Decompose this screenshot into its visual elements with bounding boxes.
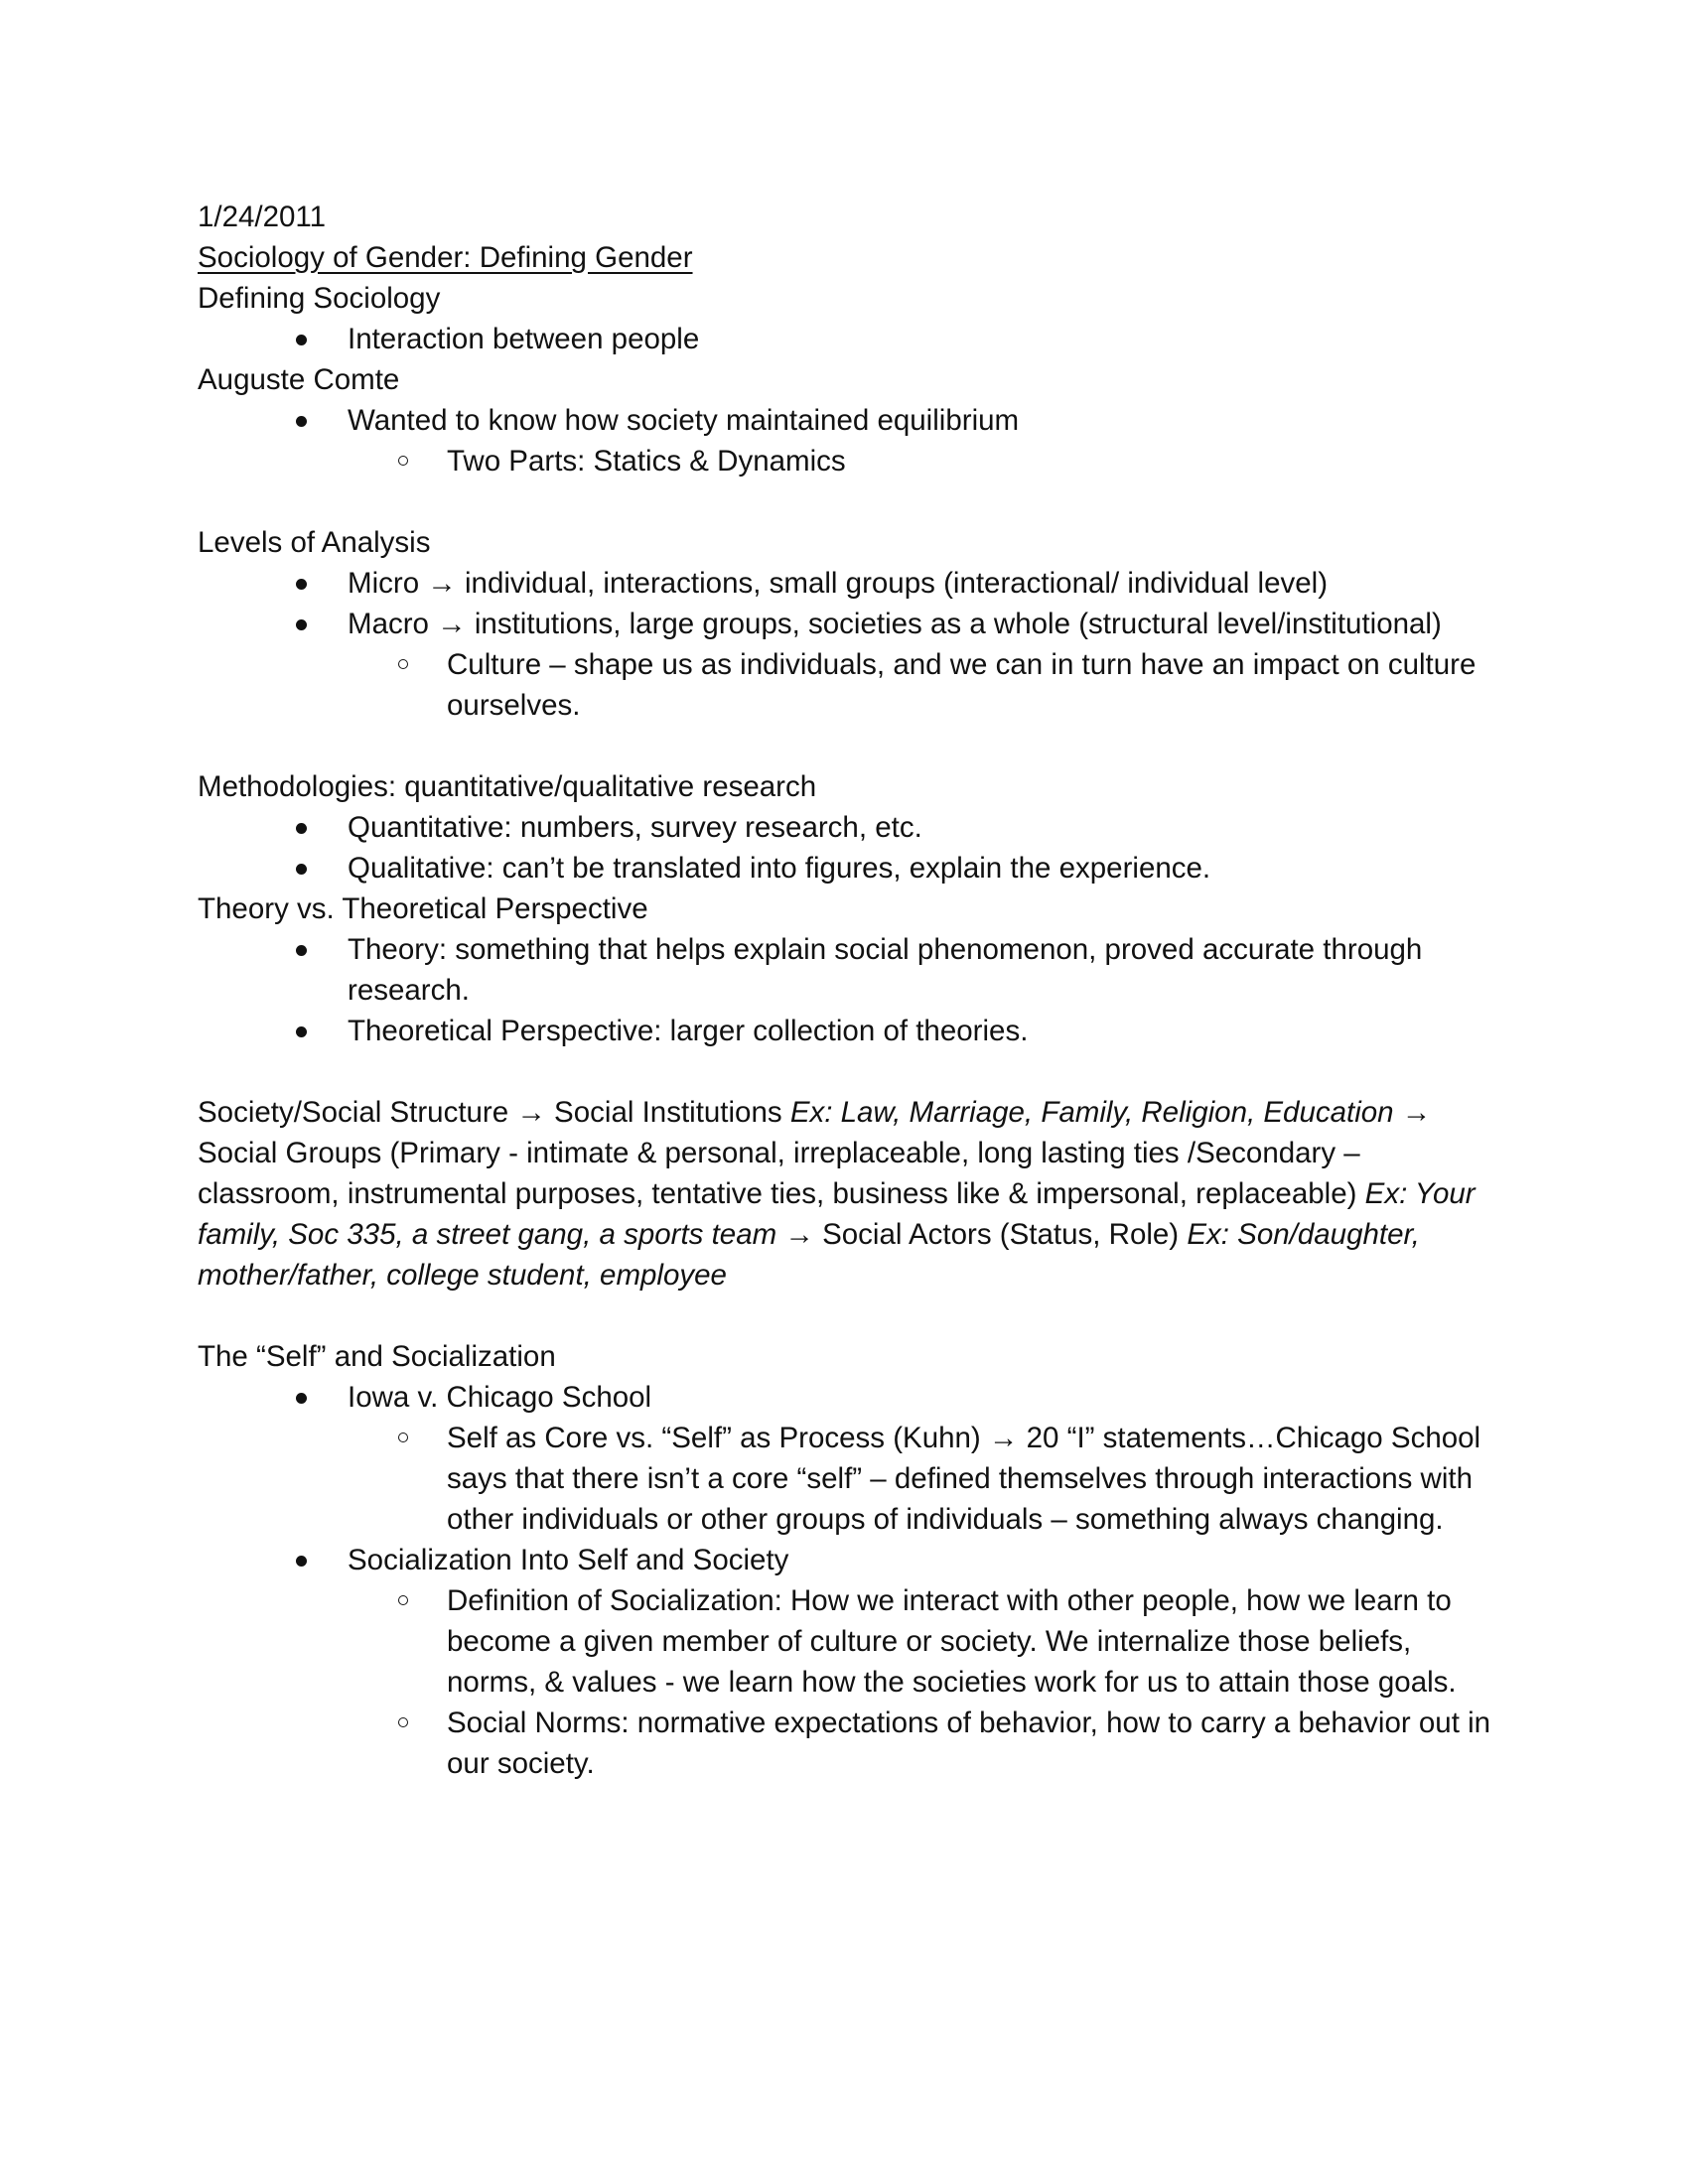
bullet-item	[198, 1540, 1508, 1580]
bullet-text: Quantitative: numbers, survey research, etc.	[348, 811, 922, 844]
document-body	[198, 197, 1508, 1784]
blank-line	[198, 726, 1508, 766]
heading-self-and-socialization: The “Self” and Socialization	[198, 1340, 556, 1373]
paragraph-text: → Social Actors (Status, Role)	[776, 1218, 1188, 1251]
example-text: Ex: Your family, Soc 335, a street gang, a sports team	[198, 1177, 1476, 1251]
bullet-text: Theory: something that helps explain social phenomenon, proved accurate through research.	[348, 933, 1423, 1007]
heading-theory: Theory vs. Theoretical Perspective	[198, 892, 648, 925]
social-structure-paragraph	[198, 1092, 1508, 1296]
bullet-icon	[296, 864, 307, 875]
bullet-item	[198, 604, 1508, 644]
bullet-icon	[296, 1026, 307, 1037]
sub-bullet-text: Social Norms: normative expectations of behavior, how to carry a behavior out in our society.	[447, 1706, 1491, 1780]
bullet-icon	[296, 579, 307, 590]
hollow-bullet-icon	[398, 456, 408, 466]
bullet-text: Macro → institutions, large groups, societies as a whole (structural level/institutional)	[348, 608, 1442, 640]
hollow-bullet-icon	[398, 1595, 408, 1605]
bullet-text: Micro → individual, interactions, small groups (interactional/ individual level)	[348, 567, 1329, 600]
date-line: 1/24/2011	[198, 201, 327, 233]
bullet-item	[198, 400, 1508, 441]
example-text: Ex: Son/daughter, mother/father, college student, employee	[198, 1218, 1420, 1292]
document-title: Sociology of Gender: Defining Gender	[198, 241, 693, 274]
blank-line	[198, 1051, 1508, 1092]
sub-bullet-item	[198, 1703, 1508, 1784]
sub-bullet-text: Culture – shape us as individuals, and we can in turn have an impact on culture ourselves.	[447, 648, 1477, 722]
heading-levels-of-analysis: Levels of Analysis	[198, 526, 431, 559]
bullet-text: Wanted to know how society maintained equilibrium	[348, 404, 1020, 437]
bullet-item	[198, 807, 1508, 848]
sub-bullet-text: Two Parts: Statics & Dynamics	[447, 445, 846, 478]
bullet-icon	[296, 416, 307, 427]
sub-bullet-item	[198, 644, 1508, 726]
bullet-icon	[296, 335, 307, 345]
sub-bullet-item	[198, 1580, 1508, 1703]
bullet-item	[198, 319, 1508, 359]
hollow-bullet-icon	[398, 659, 408, 669]
blank-line	[198, 481, 1508, 522]
paragraph-text: → Social Groups (Primary - intimate & personal, irreplaceable, long lasting ties /Secondary – classroom, instrumental purposes, tentative ties, business like & impersonal, replaceable)	[198, 1096, 1432, 1210]
bullet-item	[198, 563, 1508, 604]
bullet-icon	[296, 945, 307, 956]
bullet-icon	[296, 619, 307, 630]
bullet-item	[198, 1377, 1508, 1418]
bullet-text: Qualitative: can’t be translated into figures, explain the experience.	[348, 852, 1211, 885]
example-text: Ex: Law, Marriage, Family, Religion, Education	[789, 1096, 1394, 1129]
bullet-item	[198, 929, 1508, 1011]
bullet-item	[198, 848, 1508, 888]
sub-bullet-item	[198, 441, 1508, 481]
heading-defining-sociology: Defining Sociology	[198, 282, 441, 315]
blank-line	[198, 1296, 1508, 1336]
paragraph-text: Society/Social Structure → Social Institutions	[198, 1096, 790, 1129]
sub-bullet-item	[198, 1418, 1508, 1540]
hollow-bullet-icon	[398, 1717, 408, 1727]
bullet-item	[198, 1011, 1508, 1051]
sub-bullet-text: Self as Core vs. “Self” as Process (Kuhn) → 20 “I” statements…Chicago School says that there isn’t a core “self” – defined themselves through interactions with other individuals or other groups of individuals – something always changing.	[447, 1422, 1481, 1536]
sub-bullet-text: Definition of Socialization: How we interact with other people, how we learn to become a given member of culture or society. We internalize those beliefs, norms, & values - we learn how the societies work for us to attain those goals.	[447, 1584, 1457, 1699]
heading-methodologies: Methodologies: quantitative/qualitative research	[198, 770, 817, 803]
bullet-text: Iowa v. Chicago School	[348, 1381, 652, 1414]
bullet-text: Socialization Into Self and Society	[348, 1544, 789, 1576]
hollow-bullet-icon	[398, 1433, 408, 1442]
bullet-text: Theoretical Perspective: larger collection of theories.	[348, 1015, 1029, 1047]
bullet-icon	[296, 1556, 307, 1567]
bullet-icon	[296, 823, 307, 834]
bullet-text: Interaction between people	[348, 323, 700, 355]
heading-auguste-comte: Auguste Comte	[198, 363, 400, 396]
bullet-icon	[296, 1393, 307, 1404]
